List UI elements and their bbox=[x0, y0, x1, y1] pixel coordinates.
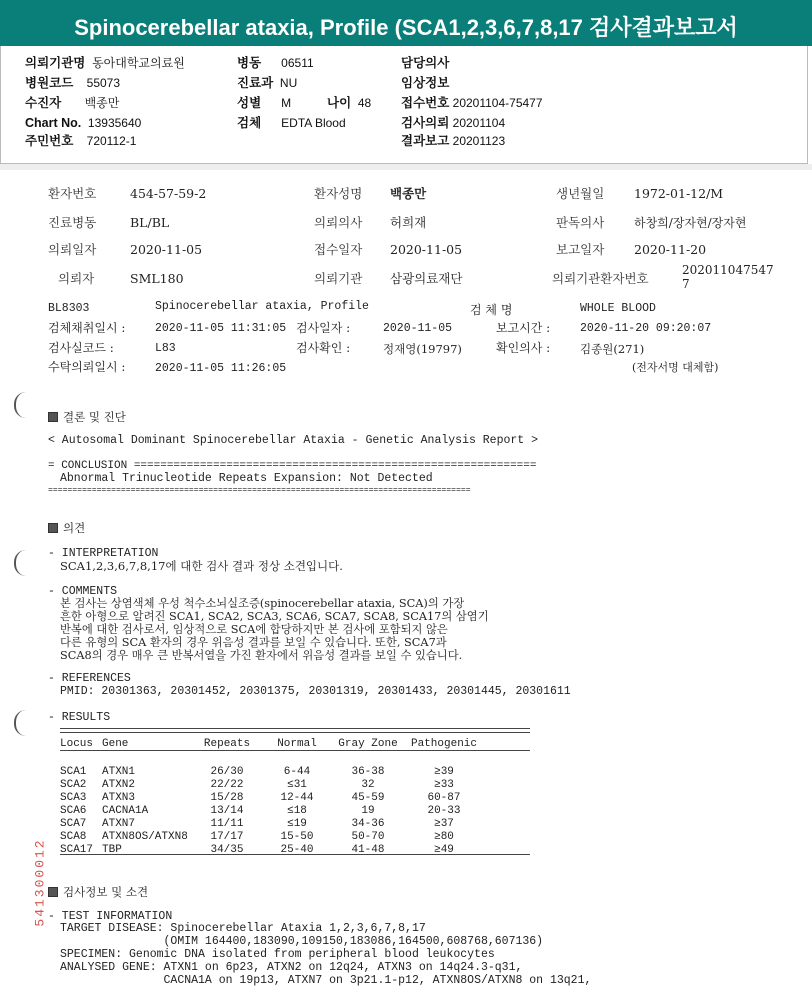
col-header: Locus bbox=[60, 737, 94, 750]
doctor: 허희재 bbox=[390, 215, 427, 230]
table-cell: 6-44 bbox=[283, 766, 311, 778]
section-bullet-icon bbox=[48, 412, 58, 422]
room-label: 검사실코드 : bbox=[48, 341, 114, 355]
results-table bbox=[60, 736, 484, 857]
specimen-label: 검 체 명 bbox=[470, 303, 513, 317]
table-cell: ≤18 bbox=[287, 805, 307, 817]
table-cell: ≥80 bbox=[434, 831, 454, 843]
field-label: 수진자 bbox=[25, 96, 62, 110]
table-cell: SCA1 bbox=[60, 766, 87, 778]
table-cell: 19 bbox=[361, 805, 375, 817]
table-cell: ≤19 bbox=[287, 818, 307, 830]
testinfo-line: (OMIM 164400,183090,109150,183086,164500,608768,607136) bbox=[60, 935, 544, 948]
table-cell: 41-48 bbox=[351, 844, 385, 856]
testinfo-label: - TEST INFORMATION bbox=[48, 910, 173, 923]
table-row bbox=[60, 818, 484, 831]
birth-label: 생년월일 bbox=[556, 186, 605, 201]
table-cell: 25-40 bbox=[280, 844, 314, 856]
header-field-hospital-code bbox=[25, 76, 120, 91]
rep-date: 2020-11-20 bbox=[634, 242, 707, 257]
report-title-bar bbox=[0, 0, 812, 46]
field-label: 접수번호 bbox=[401, 96, 450, 110]
field-value: NU bbox=[279, 76, 298, 90]
inst-pid-label: 의뢰기관환자번호 bbox=[552, 271, 649, 286]
consign-label: 수탁의뢰일시 : bbox=[48, 360, 126, 374]
table-cell: 36-38 bbox=[351, 766, 385, 778]
doctor-label: 의뢰의사 bbox=[314, 215, 363, 230]
table-cell: 15/28 bbox=[210, 792, 244, 804]
binder-mark bbox=[14, 710, 26, 736]
field-value: M bbox=[281, 96, 292, 110]
inst-pid: 2020110475477 bbox=[682, 263, 774, 291]
conclusion-section-title bbox=[48, 409, 126, 425]
col-header: Pathogenic bbox=[410, 737, 477, 750]
summary-header bbox=[0, 46, 808, 164]
patient-name-label: 환자성명 bbox=[314, 186, 363, 201]
checker-label: 확인의사 : bbox=[496, 341, 551, 355]
field-label: 병동 bbox=[237, 56, 262, 70]
field-label: 주민번호 bbox=[25, 134, 74, 148]
field-label: 성별 bbox=[237, 96, 262, 110]
consign: 2020-11-05 11:26:05 bbox=[155, 362, 287, 375]
field-value: 동아대학교의료원 bbox=[92, 56, 185, 70]
table-cell: 11/11 bbox=[210, 818, 244, 830]
table-cell: ≥37 bbox=[434, 818, 454, 830]
testdate: 2020-11-05 bbox=[383, 322, 453, 335]
table-cell: ATXN3 bbox=[102, 792, 136, 804]
field-value: 720112-1 bbox=[86, 134, 137, 148]
table-cell: ≥33 bbox=[434, 779, 454, 791]
section-title-text: 검사정보 및 소견 bbox=[63, 885, 149, 899]
reptime-label: 보고시간 : bbox=[496, 321, 551, 335]
table-row bbox=[60, 805, 484, 818]
header-field-department bbox=[237, 76, 297, 91]
table-row bbox=[60, 779, 484, 792]
room: L83 bbox=[155, 342, 176, 355]
test-code: BL8303 bbox=[48, 302, 90, 315]
header-field-report-date bbox=[401, 134, 505, 149]
col-header: Normal bbox=[277, 737, 317, 750]
field-label: 결과보고 bbox=[401, 134, 450, 148]
table-cell: SCA2 bbox=[60, 779, 87, 791]
header-field-sex bbox=[237, 96, 291, 111]
table-cell: 13/14 bbox=[210, 805, 244, 817]
section-title-text: 의견 bbox=[63, 521, 86, 535]
table-cell: SCA6 bbox=[60, 805, 87, 817]
birth: 1972-01-12/M bbox=[634, 186, 724, 201]
field-label: 병원코드 bbox=[25, 76, 74, 90]
reptime: 2020-11-20 09:20:07 bbox=[580, 322, 712, 335]
field-value: 13935640 bbox=[87, 116, 142, 130]
comments-line: 다른 유형의 SCA 환자의 경우 위음성 결과를 보일 수 있습니다. 또한, SCA7과 bbox=[60, 636, 447, 649]
req-date-label: 의뢰일자 bbox=[48, 242, 97, 257]
confirm-label: 검사확인 : bbox=[296, 341, 351, 355]
header-field-physician bbox=[401, 56, 453, 71]
field-label: 검사의뢰 bbox=[401, 116, 450, 130]
reader-label: 판독의사 bbox=[556, 215, 605, 230]
table-cell: 26/30 bbox=[210, 766, 244, 778]
rep-date-label: 보고일자 bbox=[556, 242, 605, 257]
reader: 하창희/장자현/장자현 bbox=[634, 216, 747, 230]
table-cell: ATXN8OS/ATXN8 bbox=[102, 831, 188, 843]
header-field-ward bbox=[237, 56, 314, 71]
section-title-text: 결론 및 진단 bbox=[63, 410, 126, 424]
header-field-age bbox=[327, 96, 371, 111]
col-header: Gray Zone bbox=[338, 737, 398, 750]
results-bottom-rule bbox=[60, 854, 530, 855]
header-field-specimen bbox=[237, 116, 346, 131]
patient-no: 454-57-59-2 bbox=[130, 186, 207, 201]
table-cell: 20-33 bbox=[427, 805, 461, 817]
table-cell: SCA7 bbox=[60, 818, 87, 830]
table-cell: ATXN7 bbox=[102, 818, 136, 830]
testinfo-line: CACNA1A on 19p13, ATXN7 on 3p21.1-p12, ATXN8OS/ATXN8 on 13q21, bbox=[60, 974, 592, 987]
field-label: 검체 bbox=[237, 116, 262, 130]
testinfo-section-title bbox=[48, 884, 148, 900]
field-label: Chart No. bbox=[25, 116, 82, 130]
table-cell: 50-70 bbox=[351, 831, 385, 843]
table-cell: SCA17 bbox=[60, 844, 94, 856]
table-cell: 34-36 bbox=[351, 818, 385, 830]
checker: 김종원(271) bbox=[580, 342, 645, 356]
field-label: 진료과 bbox=[237, 76, 274, 90]
field-label: 임상정보 bbox=[401, 76, 450, 90]
header-field-chart-no bbox=[25, 116, 141, 131]
field-label: 나이 bbox=[327, 96, 352, 110]
e-signature-note: (전자서명 대체함) bbox=[632, 361, 719, 374]
binder-mark bbox=[14, 392, 26, 418]
testinfo-line: ANALYSED GENE: ATXN1 on 6p23, ATXN2 on 12q24, ATXN3 on 14q24.3-q31, bbox=[60, 961, 523, 974]
ward-label: 진료병동 bbox=[48, 215, 97, 230]
table-cell: ≥39 bbox=[434, 766, 454, 778]
conclusion-rule: ======================================================================================= bbox=[48, 486, 471, 495]
testinfo-line: SPECIMEN: Genomic DNA isolated from peripheral blood leukocytes bbox=[60, 948, 495, 961]
comments-line: 흔한 아형으로 알려진 SCA1, SCA2, SCA3, SCA6, SCA7, SCA8, SCA17의 삼염기 bbox=[60, 610, 489, 623]
header-field-request-date bbox=[401, 116, 505, 131]
side-stamp-number: 541300012 bbox=[32, 838, 48, 927]
rcv-date-label: 접수일자 bbox=[314, 242, 363, 257]
testinfo-line: TARGET DISEASE: Spinocerebellar Ataxia 1,2,3,6,7,8,17 bbox=[60, 922, 426, 935]
results-top-rule bbox=[60, 732, 530, 733]
table-cell: TBP bbox=[102, 844, 122, 856]
references-label: - REFERENCES bbox=[48, 672, 131, 685]
col-header: Repeats bbox=[203, 737, 251, 750]
field-value: 20201104-75477 bbox=[452, 96, 543, 110]
table-cell: 15-50 bbox=[280, 831, 314, 843]
inst: 삼광의료재단 bbox=[390, 271, 463, 286]
rcv-date: 2020-11-05 bbox=[390, 242, 463, 257]
interpretation-label: - INTERPRETATION bbox=[48, 547, 159, 560]
collect-label: 검체채취일시 : bbox=[48, 321, 126, 335]
table-cell: 17/17 bbox=[210, 831, 244, 843]
table-cell: ≤31 bbox=[287, 779, 307, 791]
table-cell: 45-59 bbox=[351, 792, 385, 804]
binder-mark bbox=[14, 550, 26, 576]
field-value: 백종만 bbox=[84, 96, 120, 110]
field-label: 담당의사 bbox=[401, 56, 450, 70]
requester-label: 의뢰자 bbox=[58, 271, 95, 286]
comments-label: - COMMENTS bbox=[48, 585, 118, 598]
confirm: 정재영(19797) bbox=[383, 342, 462, 356]
specimen: WHOLE BLOOD bbox=[580, 302, 656, 315]
table-row bbox=[60, 844, 484, 857]
req-date: 2020-11-05 bbox=[130, 242, 203, 257]
table-cell: 60-87 bbox=[427, 792, 461, 804]
table-row bbox=[60, 766, 484, 779]
col-header: Gene bbox=[102, 737, 129, 750]
scanned-report bbox=[0, 170, 812, 1005]
comments-line: 본 검사는 상염색체 우성 척수소뇌실조증(spinocerebellar ataxia, SCA)의 가장 bbox=[60, 597, 465, 610]
table-cell: 32 bbox=[361, 779, 375, 791]
header-field-resident-no bbox=[25, 134, 136, 149]
comments-line: 반복에 대한 검사로서, 임상적으로 SCA에 합당하지만 본 검사에 포함되지 않은 bbox=[60, 623, 448, 636]
table-cell: ≥49 bbox=[434, 844, 454, 856]
header-field-patient bbox=[25, 96, 119, 111]
results-table-grid bbox=[60, 736, 484, 857]
field-value: 20201123 bbox=[452, 134, 506, 148]
report-heading: < Autosomal Dominant Spinocerebellar Ataxia - Genetic Analysis Report > bbox=[48, 434, 538, 447]
table-row bbox=[60, 831, 484, 844]
test-name: Spinocerebellar ataxia, Profile bbox=[155, 300, 369, 313]
table-cell: 34/35 bbox=[210, 844, 244, 856]
table-cell: 22/22 bbox=[210, 779, 244, 791]
table-row bbox=[60, 792, 484, 805]
header-field-clinical-info bbox=[401, 76, 453, 91]
table-cell: ATXN2 bbox=[102, 779, 136, 791]
inst-label: 의뢰기관 bbox=[314, 271, 363, 286]
opinion-section-title bbox=[48, 520, 85, 536]
conclusion-text: Abnormal Trinucleotide Repeats Expansion: Not Detected bbox=[60, 472, 433, 485]
patient-name: 백종만 bbox=[390, 186, 427, 201]
collect: 2020-11-05 11:31:05 bbox=[155, 322, 287, 335]
table-cell: SCA3 bbox=[60, 792, 87, 804]
table-cell: CACNA1A bbox=[102, 805, 149, 817]
section-bullet-icon bbox=[48, 887, 58, 897]
results-header-rule bbox=[60, 750, 530, 751]
section-bullet-icon bbox=[48, 523, 58, 533]
ward: BL/BL bbox=[130, 215, 170, 230]
field-label: 의뢰기관명 bbox=[25, 56, 86, 70]
report-title: Spinocerebellar ataxia, Profile (SCA1,2,3,6,7,8,17 검사결과보고서 bbox=[74, 15, 738, 40]
references-text: PMID: 20301363, 20301452, 20301375, 20301319, 20301433, 20301445, 20301611 bbox=[60, 685, 571, 698]
patient-no-label: 환자번호 bbox=[48, 186, 97, 201]
table-cell: 12-44 bbox=[280, 792, 314, 804]
table-cell: ATXN1 bbox=[102, 766, 136, 778]
requester: SML180 bbox=[130, 271, 184, 286]
testdate-label: 검사일자 : bbox=[296, 321, 351, 335]
field-value: 20201104 bbox=[452, 116, 506, 130]
field-value: 06511 bbox=[281, 56, 314, 70]
results-label: - RESULTS bbox=[48, 711, 111, 724]
field-value: 55073 bbox=[86, 76, 121, 90]
interpretation-text: SCA1,2,3,6,7,8,17에 대한 검사 결과 정상 소견입니다. bbox=[60, 559, 343, 573]
field-value: EDTA Blood bbox=[281, 116, 346, 130]
conclusion-label: = CONCLUSION ============================================================= bbox=[48, 460, 537, 472]
header-field-accession-no bbox=[401, 96, 543, 111]
header-field-institution bbox=[25, 56, 185, 71]
results-top-rule bbox=[60, 728, 530, 729]
comments-line: SCA8의 경우 매우 큰 반복서열을 가진 환자에서 위음성 결과를 보일 수 있습니다. bbox=[60, 649, 463, 662]
table-cell: SCA8 bbox=[60, 831, 87, 843]
field-value: 48 bbox=[357, 96, 372, 110]
